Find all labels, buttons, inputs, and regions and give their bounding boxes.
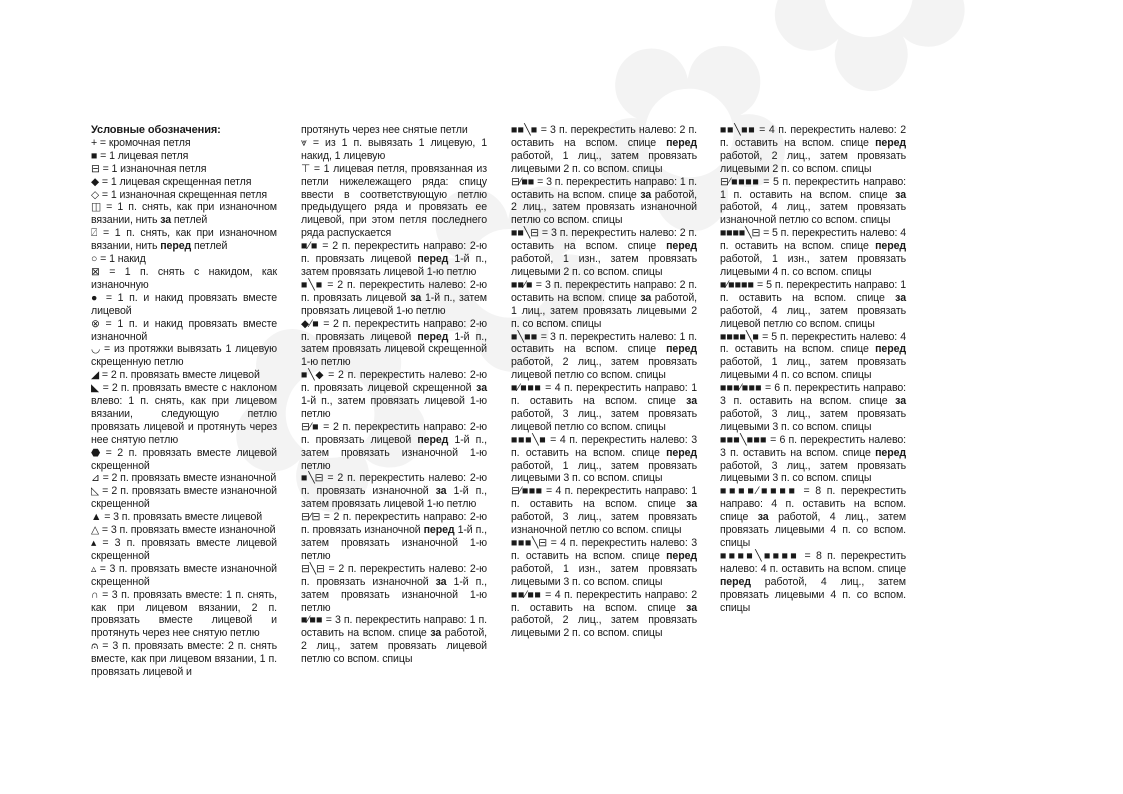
legend-entry: ◺ = 2 п. провязать вместе изнаночной скрещенной (91, 485, 277, 511)
legend-entry: ■■■╲■■■ = 6 п. перекрестить налево: 3 п. оставить на вспом. спице перед работой, 3 лиц., затем провязать лицевыми 3 п. со вспом. спицы (720, 433, 906, 485)
legend-column-2 (301, 124, 487, 666)
legend-entry: ◆ = 1 лицевая скрещенная петля (91, 175, 252, 188)
legend-entry: ⊗ = 1 п. и накид провязать вместе изнаночной (91, 317, 277, 343)
legend-entry: ⩀ = 3 п. провязать вместе: 2 п. снять вместе, как при лицевом вязании, 1 п. провязать лицевой и (91, 640, 277, 679)
legend-entry: ⊟╲⊟ = 2 п. перекрестить налево: 2-ю п. провязать изнаночной за 1-й п., затем провязать изнаночной 1-ю петлю (301, 562, 487, 614)
legend-entry: ⊟⁄■■ = 3 п. перекрестить направо: 1 п. оставить на вспом. спице за работой, 2 лиц., затем провязать изнаночной петлю со вспом. спицы (511, 175, 697, 227)
legend-entry: ■■⁄■ = 3 п. перекрестить направо: 2 п. оставить на вспом. спице за работой, 1 лиц., затем провязать лицевыми 2 п. со вспом. спицы (511, 278, 697, 330)
legend-entries-3 (511, 124, 697, 640)
legend-entry: ▵ = 3 п. провязать вместе изнаночной скрещенной (91, 562, 277, 588)
legend-entry: ⩔ = из 1 п. вывязать 1 лицевую, 1 накид, 1 лицевую (301, 136, 487, 162)
legend-entry: ◣ = 2 п. провязать вместе с наклоном влево: 1 п. снять, как при лицевом вязании, следующую петлю провязать лицевой и протянуть через нее снятую петлю (91, 382, 277, 446)
legend-column-1 (91, 124, 277, 679)
legend-entry: ■ = 1 лицевая петля (91, 149, 189, 162)
legend-entry: ⊠ = 1 п. снять с накидом, как изнаночную (91, 265, 277, 291)
legend-entry: ⊤ = 1 лицевая петля, провязанная из петли нижележащего ряда: спицу ввести в соответствующую петлю предыдущего ряда и провязать ее лицевой, при этом петля последнего ряда распускается (301, 162, 487, 240)
legend-entries-1 (91, 137, 277, 679)
legend-entry: ◡ = из протяжки вывязать 1 лицевую скрещенную петлю (91, 343, 277, 369)
legend-entry: ⊟⁄■ = 2 п. перекрестить направо: 2-ю п. провязать лицевой перед 1-й п., затем провязать изнаночной 1-ю петлю (301, 420, 487, 472)
legend-entry: ⊟⁄■■■■ = 5 п. перекрестить направо: 1 п. оставить на вспом. спице за работой, 4 лиц., затем провязать изнаночной петлю со вспом. спицы (720, 175, 906, 227)
legend-entry: ■⁄■■ = 3 п. перекрестить направо: 1 п. оставить на вспом. спице за работой, 2 лиц., затем провязать лицевой петлю со вспом. спицы (301, 614, 487, 666)
legend-entry: ● = 1 п. и накид провязать вместе лицевой (91, 291, 277, 317)
legend-entries-4 (720, 124, 906, 614)
legend-entry: ■■╲■ = 3 п. перекрестить налево: 2 п. оставить на вспом. спице перед работой, 1 лиц., затем провязать лицевыми 2 п. со вспом. спицы (511, 124, 697, 175)
legend-entry: + = кромочная петля (91, 136, 191, 149)
legend-entry: ⬣ = 2 п. провязать вместе лицевой скрещенной (91, 446, 277, 472)
legend-entry: ■╲⊟ = 2 п. перекрестить налево: 2-ю п. провязать изнаночной за 1-й п., затем провязать лицевой 1-ю петлю (301, 472, 487, 511)
legend-entry: ⊟⁄■■■ = 4 п. перекрестить направо: 1 п. оставить на вспом. спице за работой, 3 лиц., затем провязать изнаночной петлю со вспом. спицы (511, 485, 697, 537)
legend-entry: ∩ = 3 п. провязать вместе: 1 п. снять, как при лицевом вязании, 2 п. провязать вместе лицевой и протянуть через нее снятую петлю (91, 588, 277, 640)
legend-entries-2 (301, 124, 487, 666)
legend-column-3 (511, 124, 697, 640)
legend-entry: ◫ = 1 п. снять, как при изнаночном вязании, нить за петлей (91, 201, 277, 227)
legend-entry: ◢ = 2 п. провязать вместе лицевой (91, 369, 260, 382)
legend-entry: ▲ = 3 п. провязать вместе лицевой (91, 511, 263, 524)
legend-entry: ■■■╲■ = 4 п. перекрестить налево: 3 п. оставить на вспом. спице перед работой, 1 лиц., затем провязать лицевыми 3 п. со вспом. спицы (511, 433, 697, 485)
legend-column-4 (720, 124, 906, 614)
legend-entry: протянуть через нее снятые петли (301, 124, 468, 136)
legend-entry: △ = 3 п. провязать вместе изнаночной (91, 524, 276, 537)
legend-entry: ⍁ = 1 п. снять, как при изнаночном вязании, нить перед петлей (91, 227, 277, 253)
legend-entry: ■■╲■■ = 4 п. перекрестить налево: 2 п. оставить на вспом. спице перед работой, 2 лиц., затем провязать лицевыми 2 п. со вспом. спицы (720, 124, 906, 175)
legend-entry: ○ = 1 накид (91, 253, 146, 266)
legend-title: Условные обозначения: (91, 124, 221, 136)
legend-entry: ■■■■╲■■■■ = 8 п. перекрестить налево: 4 п. оставить на вспом. спице перед работой, 4 лиц., затем провязать лицевыми 4 п. со вспом. спицы (720, 549, 906, 614)
legend-entry: ■■■╲⊟ = 4 п. перекрестить налево: 3 п. оставить на вспом. спице перед работой, 1 изн., затем провязать лицевыми 3 п. со вспом. спицы (511, 537, 697, 588)
legend-entry: ▴ = 3 п. провязать вместе лицевой скрещенной (91, 537, 277, 562)
legend-entry: ■■■■⁄■■■■ = 8 п. перекрестить направо: 4 п. оставить на вспом. спице за работой, 4 лиц., затем провязать лицевыми 4 п. со вспом. спицы (720, 485, 906, 549)
legend-entry: ⊿ = 2 п. провязать вместе изнаночной (91, 472, 277, 485)
legend-entry: ■■⁄■■ = 4 п. перекрестить направо: 2 п. оставить на вспом. спице за работой, 2 лиц., затем провязать лицевыми 2 п. со вспом. спицы (511, 588, 697, 640)
legend-entry: ■╲■■ = 3 п. перекрестить налево: 1 п. оставить на вспом. спице перед работой, 2 лиц., затем провязать лицевой петлю со вспом. спицы (511, 330, 697, 382)
legend-entry: ◇ = 1 изнаночная скрещенная петля (91, 188, 268, 201)
legend-entry: ■■■■╲■ = 5 п. перекрестить налево: 4 п. оставить на вспом. спице перед работой, 1 лиц., затем провязать лицевыми 4 п. со вспом. спицы (720, 330, 906, 382)
legend-entry: ■■■■╲⊟ = 5 п. перекрестить налево: 4 п. оставить на вспом. спице перед работой, 1 изн., затем провязать лицевыми 4 п. со вспом. спицы (720, 227, 906, 278)
legend-entry: ■╲◆ = 2 п. перекрестить налево: 2-ю п. провязать лицевой скрещенной за 1-й п., затем провязать лицевой 1-ю петлю (301, 369, 487, 420)
legend-entry: ■⁄■ = 2 п. перекрестить направо: 2-ю п. провязать лицевой перед 1-й п., затем провязать лицевой 1-ю петлю (301, 240, 487, 278)
legend-entry: ⊟⁄⊟ = 2 п. перекрестить направо: 2-ю п. провязать изнаночной перед 1-й п., затем провязать изнаночной 1-ю петлю (301, 511, 487, 562)
legend-entry: ■■■⁄■■■ = 6 п. перекрестить направо: 3 п. оставить на вспом. спице за работой, 3 лиц., затем провязать лицевыми 3 п. со вспом. спицы (720, 382, 906, 433)
legend-entry: ■╲■ = 2 п. перекрестить налево: 2-ю п. провязать лицевой за 1-й п., затем провязать лицевой 1-ю петлю (301, 278, 487, 317)
legend-entry: ■■╲⊟ = 3 п. перекрестить налево: 2 п. оставить на вспом. спице перед работой, 1 изн., затем провязать лицевыми 2 п. со вспом. спицы (511, 227, 697, 278)
legend-entry: ■⁄■■■■ = 5 п. перекрестить направо: 1 п. оставить на вспом. спице за работой, 4 лиц., затем провязать лицевой петлю со вспом. спицы (720, 278, 906, 330)
legend-entry: ■⁄■■■ = 4 п. перекрестить направо: 1 п. оставить на вспом. спице за работой, 3 лиц., затем провязать лицевой петлю со вспом. спицы (511, 382, 697, 433)
legend-entry: ⊟ = 1 изнаночная петля (91, 162, 207, 175)
legend-entry: ◆⁄■ = 2 п. перекрестить направо: 2-ю п. провязать лицевой перед 1-й п., затем провязать лицевой скрещенной 1-ю петлю (301, 317, 487, 369)
